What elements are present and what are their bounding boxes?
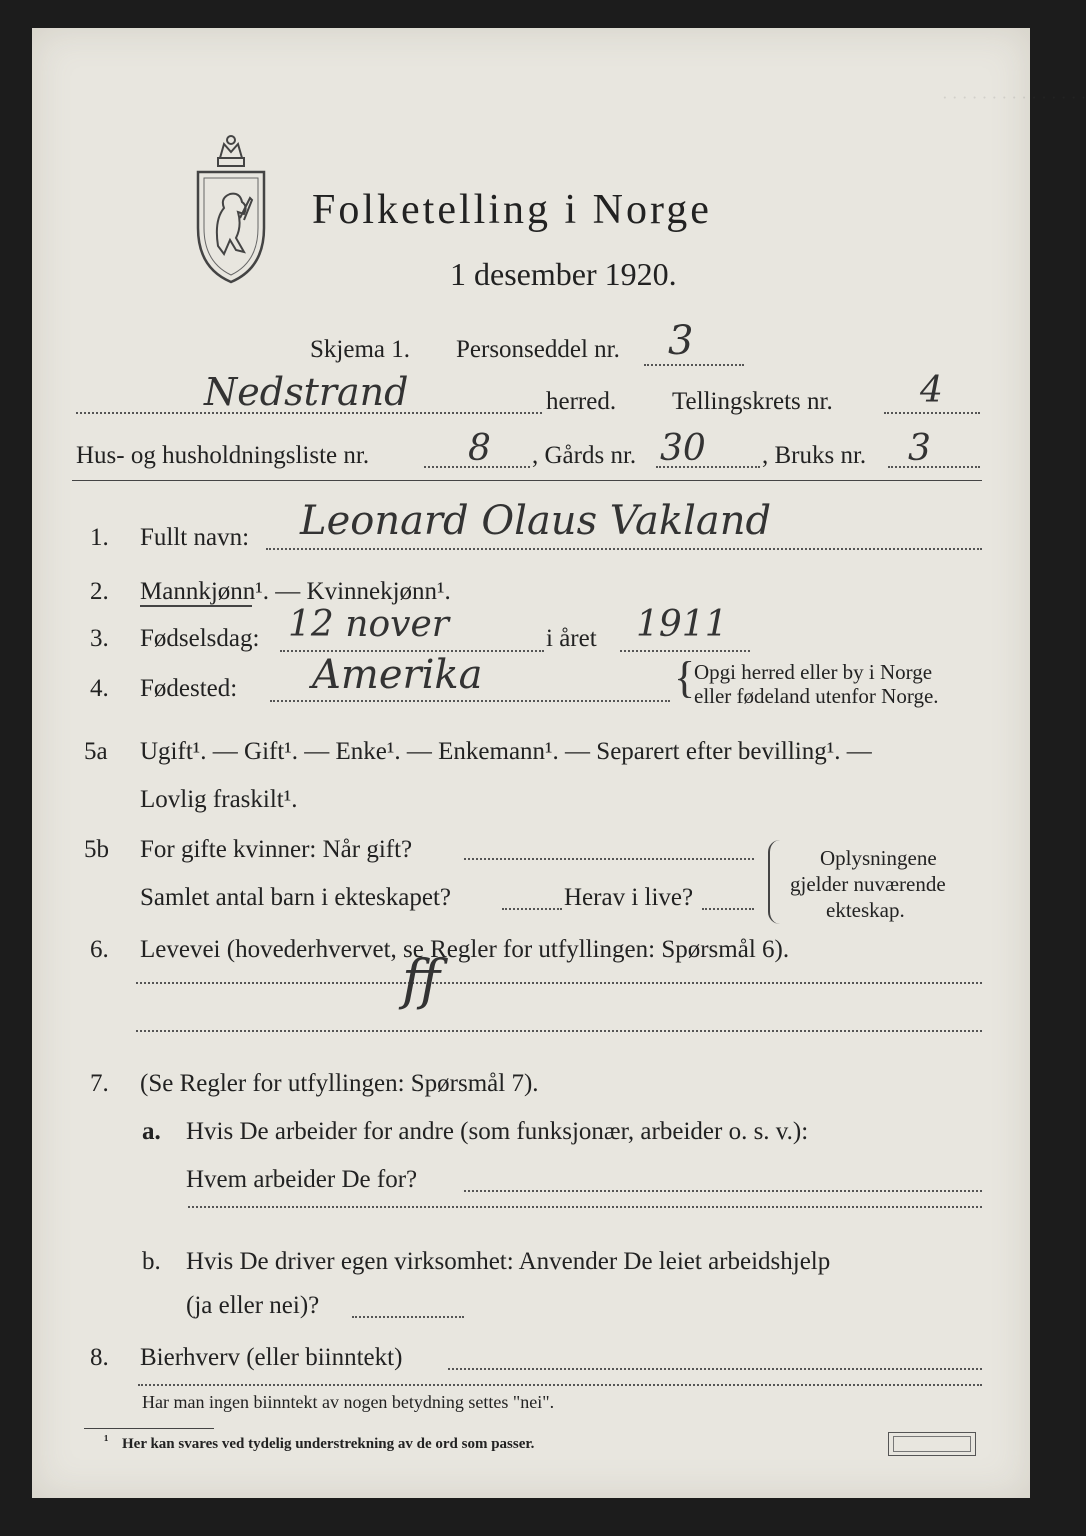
q8-number: 8.: [90, 1344, 109, 1371]
herred-value: Nedstrand: [204, 370, 409, 414]
personseddel-label: Personseddel nr.: [456, 336, 620, 363]
q6-line1: [136, 982, 982, 984]
q6-label: Levevei (hovederhvervet, se Regler for utfyllingen: Spørsmål 6).: [140, 936, 790, 963]
q3-label: Fødselsdag:: [140, 625, 260, 652]
personseddel-value: 3: [668, 318, 694, 364]
footnote-text: Her kan svares ved tydelig understrekning av de ord som passer.: [122, 1436, 535, 1452]
q4-note-line1: Opgi herred eller by i Norge: [694, 660, 933, 684]
q7b-line2: (ja eller nei)?: [186, 1292, 320, 1319]
form-title: Folketelling i Norge: [312, 187, 712, 233]
q5b-ilive-line: [702, 908, 754, 910]
tellingskrets-line: [884, 412, 980, 414]
q7b-answer-line: [352, 1316, 464, 1318]
q5a-number: 5a: [84, 738, 108, 765]
tellingskrets-label: Tellingskrets nr.: [672, 388, 833, 415]
q3-day-value: 12 nover: [288, 604, 449, 645]
schema-label: Skjema 1.: [310, 336, 410, 363]
bleed-through-text: · · · · · · · · · · · · · · ·: [942, 88, 1086, 107]
gards-value: 30: [660, 428, 706, 469]
q8-answer-line1: [448, 1368, 982, 1370]
q8-label: Bierhverv (eller biinntekt): [140, 1344, 403, 1371]
q6-value: ff: [402, 948, 441, 1011]
q3-number: 3.: [90, 625, 109, 652]
q5b-number: 5b: [84, 836, 109, 863]
footnote-mark: ¹: [104, 1433, 109, 1449]
q6-line2: [136, 1030, 982, 1032]
q4-note-line2: eller fødeland utenfor Norge.: [694, 684, 939, 708]
q5b-line2b: Herav i live?: [564, 884, 694, 911]
q7b-line1: Hvis De driver egen virksomhet: Anvender De leiet arbeidshjelp: [186, 1248, 831, 1275]
q5b-barn-line: [502, 908, 562, 910]
q5b-note-line2: gjelder nuværende: [790, 872, 946, 896]
q8-answer-line2: [138, 1384, 982, 1386]
q1-number: 1.: [90, 524, 109, 551]
q7-number: 7.: [90, 1070, 109, 1097]
q2-label: Mannkjønn¹. — Kvinnekjønn¹.: [140, 578, 451, 605]
q7a-line1: Hvis De arbeider for andre (som funksjonær, arbeider o. s. v.):: [186, 1118, 809, 1145]
gards-label: , Gårds nr.: [532, 442, 637, 469]
header-divider: [72, 480, 982, 481]
hus-value: 8: [468, 428, 491, 469]
q5a-line1: Ugift¹. — Gift¹. — Enke¹. — Enkemann¹. — Separert efter bevilling¹. —: [140, 738, 872, 765]
q4-line: [270, 700, 670, 702]
q5b-line2a: Samlet antal barn i ekteskapet?: [140, 884, 451, 911]
tellingskrets-value: 4: [920, 370, 943, 411]
q1-line: [266, 548, 982, 550]
q5b-line1: For gifte kvinner: Når gift?: [140, 836, 413, 863]
q1-label: Fullt navn:: [140, 524, 250, 551]
q4-label: Fødested:: [140, 675, 238, 702]
q6-number: 6.: [90, 936, 109, 963]
q7a-line2: Hvem arbeider De for?: [186, 1166, 418, 1193]
q7-label: (Se Regler for utfyllingen: Spørsmål 7).: [140, 1070, 539, 1097]
bruks-label: , Bruks nr.: [762, 442, 867, 469]
q7a-answer-line2: [188, 1206, 982, 1208]
q7b-letter: b.: [142, 1248, 161, 1275]
hus-label: Hus- og husholdningsliste nr.: [76, 442, 370, 469]
bruks-value: 3: [908, 428, 931, 469]
q5b-gift-line: [464, 858, 754, 860]
census-form: [32, 28, 1086, 1498]
footnote-divider: [84, 1428, 214, 1429]
q1-value: Leonard Olaus Vakland: [300, 498, 772, 544]
q5b-note-line3: ekteskap.: [826, 898, 905, 922]
herred-label: herred.: [546, 388, 617, 415]
census-date: 1 desember 1920.: [450, 256, 677, 292]
q5b-brace: [768, 840, 782, 924]
q5a-line2: Lovlig fraskilt¹.: [140, 786, 298, 813]
norwegian-coat-of-arms-icon: [190, 128, 272, 288]
q5b-note-line1: Oplysningene: [820, 846, 937, 870]
personseddel-line: [644, 364, 744, 366]
q4-value: Amerika: [312, 652, 483, 698]
q7a-letter: a.: [142, 1118, 161, 1145]
q4-brace: {: [674, 653, 696, 702]
bruks-line: [888, 466, 980, 468]
q2-number: 2.: [90, 578, 109, 605]
q2-underline-mannkjonn: [140, 605, 252, 607]
q7a-answer-line1: [464, 1190, 982, 1192]
q3-year-label: i året: [546, 625, 597, 652]
printer-stamp-icon: [888, 1432, 976, 1456]
q3-year-value: 1911: [636, 604, 728, 645]
footer-note: Har man ingen biinntekt av nogen betydning settes "nei".: [142, 1392, 555, 1412]
q4-number: 4.: [90, 675, 109, 702]
